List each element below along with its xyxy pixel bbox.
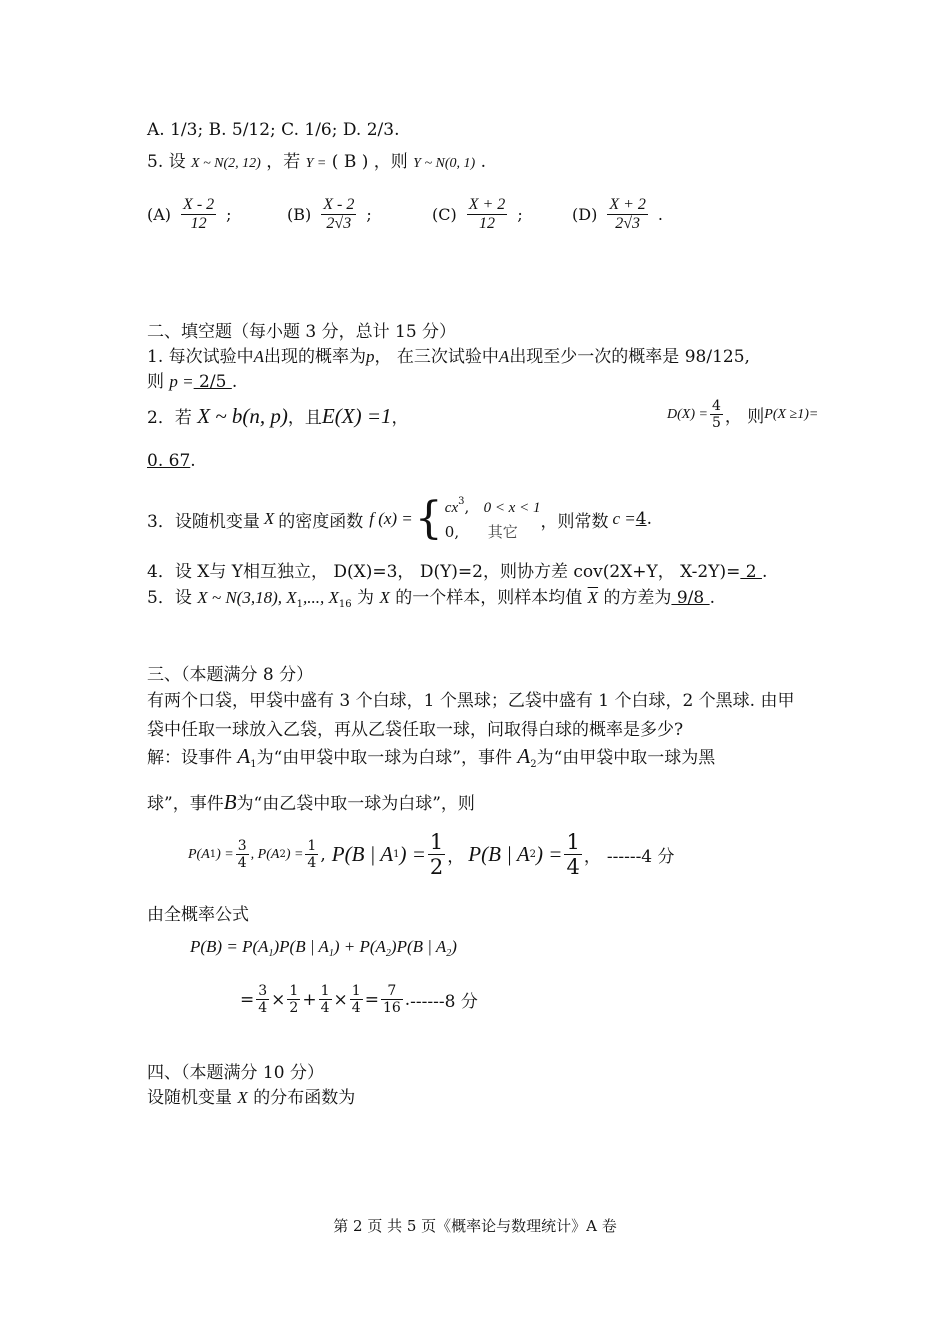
q5-choice-a [147, 196, 232, 234]
fraction: $\frac{1}{2}$ [289, 983, 299, 1017]
var-x: X [263, 509, 275, 528]
q5-choice-c [432, 196, 523, 234]
s4-text: 设随机变量 [147, 1088, 232, 1108]
choice-label: (C) [432, 205, 457, 225]
s2-q3-text: 3．设随机变量 [147, 511, 260, 532]
var-a2: A [517, 744, 531, 768]
s2-q3-end: . [646, 509, 652, 529]
s2-q2-text: 2．若 [147, 408, 192, 428]
choice-label: (A) [147, 205, 172, 225]
answer-blank: 2 [740, 562, 762, 582]
s3-text: 为“由乙袋中取一球为白球”，则 [236, 794, 475, 814]
normal-expr: ,..., X [303, 588, 339, 607]
answer-blank: 0. 67 [147, 451, 191, 471]
choice-tail: ; [226, 205, 232, 225]
binomial-expr: X ~ b(n, p) [197, 404, 288, 428]
s2-q1-line1 [147, 342, 750, 367]
q5-prefix: 5. 设 [147, 152, 186, 172]
s2-q4-end: . [761, 562, 768, 582]
s3-text: 为“由甲袋中取一球为黑 [536, 748, 716, 768]
s4-line1 [147, 1083, 355, 1108]
choice-fraction: $\frac{X + 2}{12}$ [468, 196, 506, 233]
choice-tail: ; [366, 205, 372, 225]
q5-choice-d [572, 196, 663, 234]
s3-solution-line1: 解：设事件 $A_1$为“由甲袋中取一球为白球”，事件 $A_2$为“由甲袋中取一球为黑 [147, 744, 716, 770]
s3-problem-line1: 有两个口袋，甲袋中盛有 3 个白球，1 个黑球；乙袋中盛有 1 个白球，2 个黑球. 由甲 [147, 691, 795, 711]
s2-q2-variance [667, 398, 818, 431]
probability-expr: P(X ≥1)= [764, 406, 819, 422]
q5-y-eq: Y = [305, 156, 327, 171]
s2-q4 [147, 557, 767, 582]
var-a: A [253, 347, 265, 366]
normal-expr: X ~ N(3,18), X [197, 588, 297, 607]
s2-q1-text: 出现至少一次的概率是 98/125, [509, 347, 750, 367]
subscript: 1 [296, 599, 303, 610]
s3-eq1: P(A 1 ) = $\frac{3}{4}$ , P(A 2 ) = $\frac{1}{4}$ , P(B | A 1 ) = $\frac{1}{2}$ ， P(B | A 2 ) = $\frac{1}{4}$ ， ------4 分 [188, 830, 675, 880]
choice-fraction: $\frac{X - 2}{12}$ [183, 196, 215, 233]
s2-q1-text: ， 在三次试验中 [374, 347, 499, 367]
var-a1: A [237, 744, 251, 768]
s2-q3-text: ，则常数 [540, 511, 609, 532]
answer-blank: 9/8 [671, 588, 710, 608]
s2-q2-text: ， [391, 408, 409, 428]
s3-eq3: = $\frac{3}{4}$ × $\frac{1}{2}$ + $\frac{1}{4}$ × $\frac{1}{4}$ = $\frac{7}{16}$ . ------8 分 [240, 983, 478, 1017]
s4-text: 的分布函数为 [253, 1088, 356, 1108]
s2-q2-line2 [147, 451, 196, 471]
q5-answer: ( B ) [331, 152, 369, 172]
sample-mean: $\overline{X}$ [587, 588, 599, 607]
choice-fraction: $\frac{X + 2}{2√3}$ [609, 196, 646, 233]
s2-q1-end: . [231, 372, 238, 392]
s2-q2-end: . [190, 451, 196, 471]
choice-label: (D) [572, 205, 598, 225]
piecewise-cases: $cx^3$, 0 < x < 1 0, 其它 [444, 496, 541, 541]
var-x: X [237, 1088, 248, 1107]
s3-problem-line2: 袋中任取一球放入乙袋，再从乙袋任取一球，问取得白球的概率是多少? [147, 720, 684, 740]
section4-title: 四、（本题满分 10 分） [147, 1063, 324, 1083]
score-marker: ------8 分 [410, 992, 478, 1013]
fraction: $\frac{7}{16}$ [382, 983, 401, 1017]
fraction: $\frac{1}{4}$ [351, 983, 361, 1017]
density-expr: f (x) = [369, 509, 413, 528]
s2-q1-text: 则 [147, 372, 164, 392]
q5-suffix: ，则 [373, 152, 408, 172]
q5-mid: ，若 [266, 152, 301, 172]
s2-q3-text: 的密度函数 [278, 511, 364, 532]
q5-x-dist: X ~ N(2, 12) [191, 156, 261, 171]
s2-q2-text: ，且 [287, 408, 322, 428]
s2-q1-line2 [147, 367, 237, 392]
choice-fraction: $\frac{X - 2}{2√3}$ [323, 196, 355, 233]
q5-y-dist: Y ~ N(0, 1) [413, 156, 476, 171]
fraction: $\frac{3}{4}$ [258, 983, 268, 1017]
fraction: $\frac{1}{2}$ [429, 830, 444, 880]
q4-options: A. 1/3; B. 5/12; C. 1/6; D. 2/3. [147, 120, 400, 140]
s2-q2-text: ， 则 [724, 407, 765, 428]
s2-q4-text: 4．设 X与 Y相互独立， D(X)=3， D(Y)=2，则协方差 cov(2X+Y， X-2Y)= [147, 562, 741, 582]
s2-q5-text: 的方差为 [603, 588, 672, 608]
s2-q5-text: 5．设 [147, 588, 192, 608]
fraction: $\frac{1}{4}$ [320, 983, 330, 1017]
var-p: p [366, 347, 375, 366]
score-marker: ------4 分 [606, 847, 675, 868]
q5-stem [147, 147, 486, 172]
expectation-expr: E(X) =1 [321, 404, 392, 428]
s3-text: 球”，事件 [147, 794, 224, 814]
s2-q5 [147, 583, 715, 610]
var-x: X [379, 588, 390, 607]
s3-text: 解：设事件 [147, 748, 232, 768]
left-brace: { [414, 493, 443, 544]
variance-fraction: $\frac{4}{5}$ [711, 398, 721, 432]
page-footer: 第 2 页 共 5 页《概率论与数理统计》A 卷 [333, 1217, 617, 1235]
fraction: $\frac{1}{4}$ [566, 830, 580, 880]
s2-q2-line1 [147, 403, 408, 429]
s2-q1-text: 1. 每次试验中 [147, 347, 254, 367]
s2-q1-text: 出现的概率为 [264, 347, 367, 367]
fraction: $\frac{3}{4}$ [237, 838, 247, 872]
section3-title: 三、（本题满分 8 分） [147, 665, 314, 685]
var-c: c = [612, 509, 636, 528]
answer-blank: 4 [635, 509, 647, 529]
s3-text: 为“由甲袋中取一球为白球”，事件 [256, 748, 512, 768]
choice-tail: ; [517, 205, 523, 225]
choice-tail: . [657, 205, 663, 225]
q5-end: . [480, 152, 487, 172]
s2-q5-end: . [709, 588, 716, 608]
var-p: p = [169, 372, 194, 391]
subscript: 16 [338, 599, 352, 610]
s3-eq2: $P(B) = P(A_1)P(B$ | $A_1) + P(A_2)P(B$ | $A_2$) [190, 937, 457, 959]
s3-total-prob-title: 由全概率公式 [147, 905, 249, 925]
fraction: $\frac{1}{4}$ [307, 838, 317, 872]
var-a: A [498, 347, 510, 366]
answer-blank: 2/5 [193, 372, 232, 392]
section2-title: 二、填空题（每小题 3 分，总计 15 分） [147, 322, 457, 342]
s2-q5-text: 的一个样本，则样本均值 [395, 588, 583, 608]
variance-expr: D(X) = [667, 406, 708, 422]
choice-label: (B) [287, 205, 312, 225]
var-b: B [223, 790, 237, 814]
s3-solution-line2 [147, 789, 475, 815]
q5-choice-b [287, 196, 372, 234]
s2-q3 [147, 494, 652, 544]
s2-q5-text: 为 [357, 588, 375, 608]
